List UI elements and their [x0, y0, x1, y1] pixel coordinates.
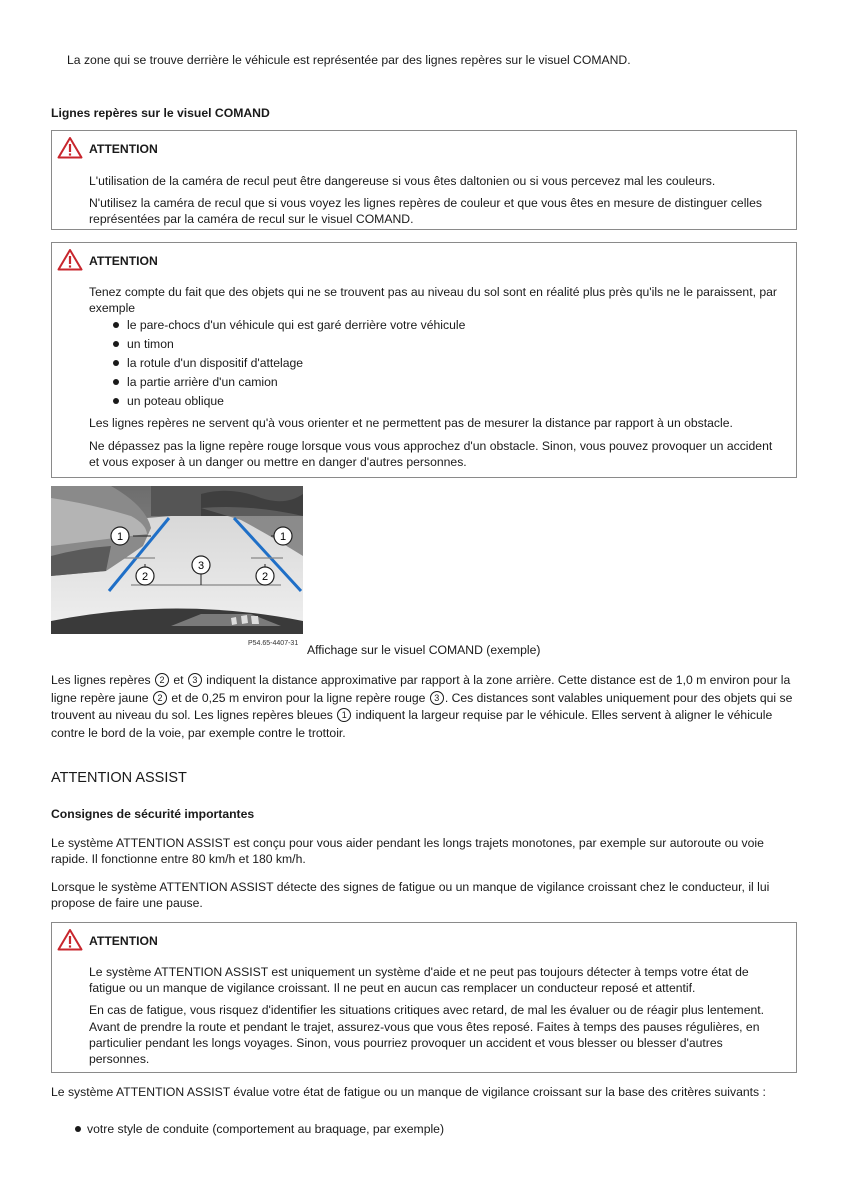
- callout-3-marker: 3: [188, 673, 202, 687]
- guide-lines-description: Les lignes repères 2 et 3 indiquent la distance approximative par rapport à la zone arrière. Cette distance est de 1,0 m environ pour la ligne repère jaune 2 et de 0,25 m environ pour la ligne repère rouge 3 . Ces distances sont valables uniquement pour des objets qui se trouvent au niveau du sol. Les lignes repères bleues 1 indiquent la largeur requise par le véhicule. Elles servent à aligner le véhicule contre le bord de la voie, par exemple contre le trottoir.: [51, 673, 793, 741]
- warning-text: Tenez compte du fait que des objets qui ne se trouvent pas au niveau du sol sont en réalité plus près qu'ils ne le paraissent, par exemple: [89, 285, 777, 316]
- figure-caption: Affichage sur le visuel COMAND (exemple): [307, 643, 541, 657]
- intro-text: La zone qui se trouve derrière le véhicule est représentée par des lignes repères sur le visuel COMAND.: [67, 53, 631, 67]
- svg-text:1: 1: [279, 531, 287, 543]
- warning-triangle-icon: [57, 136, 83, 159]
- subheading-safety: Consignes de sécurité importantes: [51, 807, 255, 821]
- callout-1-marker: 1: [337, 708, 351, 722]
- warning-text: L'utilisation de la caméra de recul peut être dangereuse si vous êtes daltonien ou si vous percevez mal les couleurs.: [89, 174, 716, 188]
- warning-text: Les lignes repères ne servent qu'à vous orienter et ne permettent pas de mesurer la distance par rapport à un obstacle.: [89, 416, 733, 431]
- warning-text: En cas de fatigue, vous risquez d'identifier les situations critiques avec retard, de mal les évaluer ou de réagir plus lentement. Avant de prendre la route et pendant le trajet, assurez-vous que vous êtes reposé. Faites à temps des pauses régulières, en particulier pendant les longs voyages. Sinon, vous pourriez provoquer un accident et vous blesser ou blesser d'autres personnes.: [89, 1003, 765, 1067]
- criteria-list: [51, 1120, 799, 1139]
- list-item: la rotule d'un dispositif d'attelage: [89, 354, 784, 373]
- callout-1-left: [111, 527, 129, 545]
- section-heading-guide-lines: Lignes repères sur le visuel COMAND: [51, 106, 270, 120]
- assist-paragraph-3: Le système ATTENTION ASSIST évalue votre état de fatigue ou un manque de vigilance croissant sur la base des critères suivants :: [51, 1085, 766, 1099]
- callout-2-right: [256, 567, 274, 585]
- list-item: un timon: [89, 335, 784, 354]
- warning-bullet-list: [89, 316, 784, 411]
- svg-text:2: 2: [261, 571, 269, 583]
- callout-3: [192, 556, 210, 574]
- warning-text: Ne dépassez pas la ligne repère rouge lorsque vous vous approchez d'un obstacle. Sinon, vous pouvez provoquer un accident et vous exposer à un danger ou mettre en danger d'autres personnes.: [89, 438, 773, 469]
- warning-triangle-icon: [57, 928, 83, 951]
- callout-2-marker: 2: [153, 691, 167, 705]
- warning-box-1: [51, 130, 797, 230]
- svg-text:2: 2: [141, 571, 149, 583]
- rear-camera-image: [51, 486, 303, 634]
- warning-box-3: [51, 922, 797, 1073]
- list-item: le pare-chocs d'un véhicule qui est garé derrière votre véhicule: [89, 316, 784, 335]
- section-heading-attention-assist: ATTENTION ASSIST: [51, 770, 187, 786]
- warning-text: Le système ATTENTION ASSIST est uniquement un système d'aide et ne peut pas toujours détecter à temps votre état de fatigue ou un manque de vigilance croissant. Il ne peut en aucun cas remplacer un conducteur reposé et attentif.: [89, 965, 749, 996]
- list-item: la partie arrière d'un camion: [89, 373, 784, 392]
- list-item: un poteau oblique: [89, 392, 784, 411]
- warning-title: ATTENTION: [89, 142, 158, 156]
- warning-box-2: [51, 242, 797, 478]
- svg-text:3: 3: [197, 560, 205, 572]
- warning-title: ATTENTION: [89, 934, 158, 948]
- assist-paragraph-2: Lorsque le système ATTENTION ASSIST détecte des signes de fatigue ou un manque de vigilance croissant chez le conducteur, il lui propose de faire une pause.: [51, 880, 770, 911]
- warning-triangle-icon: [57, 248, 83, 271]
- list-item: votre style de conduite (comportement au braquage, par exemple): [51, 1120, 799, 1139]
- figure-code: P54.65-4407-31: [248, 640, 299, 647]
- warning-text: N'utilisez la caméra de recul que si vous voyez les lignes repères de couleur et que vous êtes en mesure de distinguer celles représentées par la caméra de recul sur le visuel COMAND.: [89, 196, 762, 227]
- svg-text:1: 1: [116, 531, 124, 543]
- callout-3-marker: 3: [430, 691, 444, 705]
- warning-title: ATTENTION: [89, 254, 158, 268]
- callout-2-marker: 2: [155, 673, 169, 687]
- callout-1-right: [274, 527, 292, 545]
- callout-2-left: [136, 567, 154, 585]
- assist-paragraph-1: Le système ATTENTION ASSIST est conçu pour vous aider pendant les longs trajets monotones, par exemple sur autoroute ou voie rapide. Il fonctionne entre 80 km/h et 180 km/h.: [51, 836, 764, 867]
